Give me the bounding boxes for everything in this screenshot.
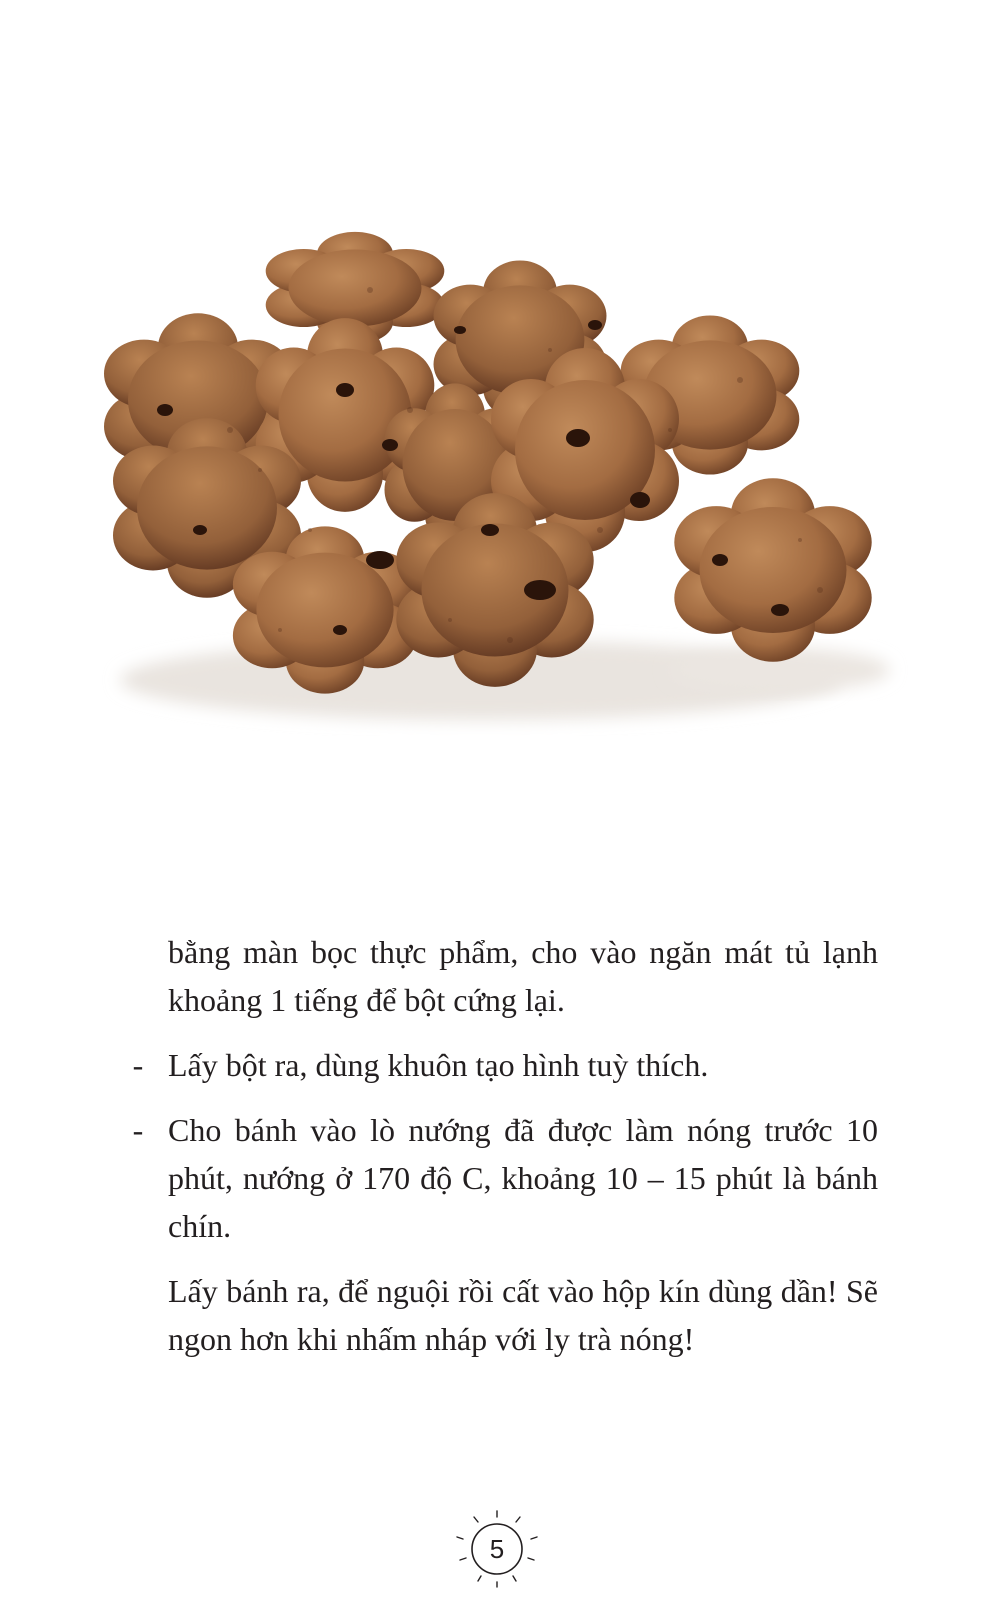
closing-paragraph: Lấy bánh ra, để nguội rồi cất vào hộp kín dùng dần! Sẽ ngon hơn khi nhấm nháp với ly trà nóng!	[168, 1273, 878, 1357]
step-text: Cho bánh vào lò nướng đã được làm nóng trước 10 phút, nướng ở 170 độ C, khoảng 10 – 15 phút là bánh chín.	[168, 1112, 878, 1244]
intro-continuation: bằng màn bọc thực phẩm, cho vào ngăn mát tủ lạnh khoảng 1 tiếng để bột cứng lại.	[168, 934, 878, 1018]
step-item	[132, 1106, 878, 1250]
recipe-text	[132, 928, 878, 1363]
cookie	[674, 478, 871, 662]
cookies-photo	[80, 230, 940, 750]
step-bullet: -	[132, 1047, 144, 1083]
step-text: Lấy bột ra, dùng khuôn tạo hình tuỳ thích.	[168, 1047, 709, 1083]
step-bullet: -	[132, 1112, 144, 1148]
page-number: 5	[489, 1534, 505, 1564]
step-item	[132, 1041, 878, 1089]
page-number-badge	[452, 1505, 542, 1595]
